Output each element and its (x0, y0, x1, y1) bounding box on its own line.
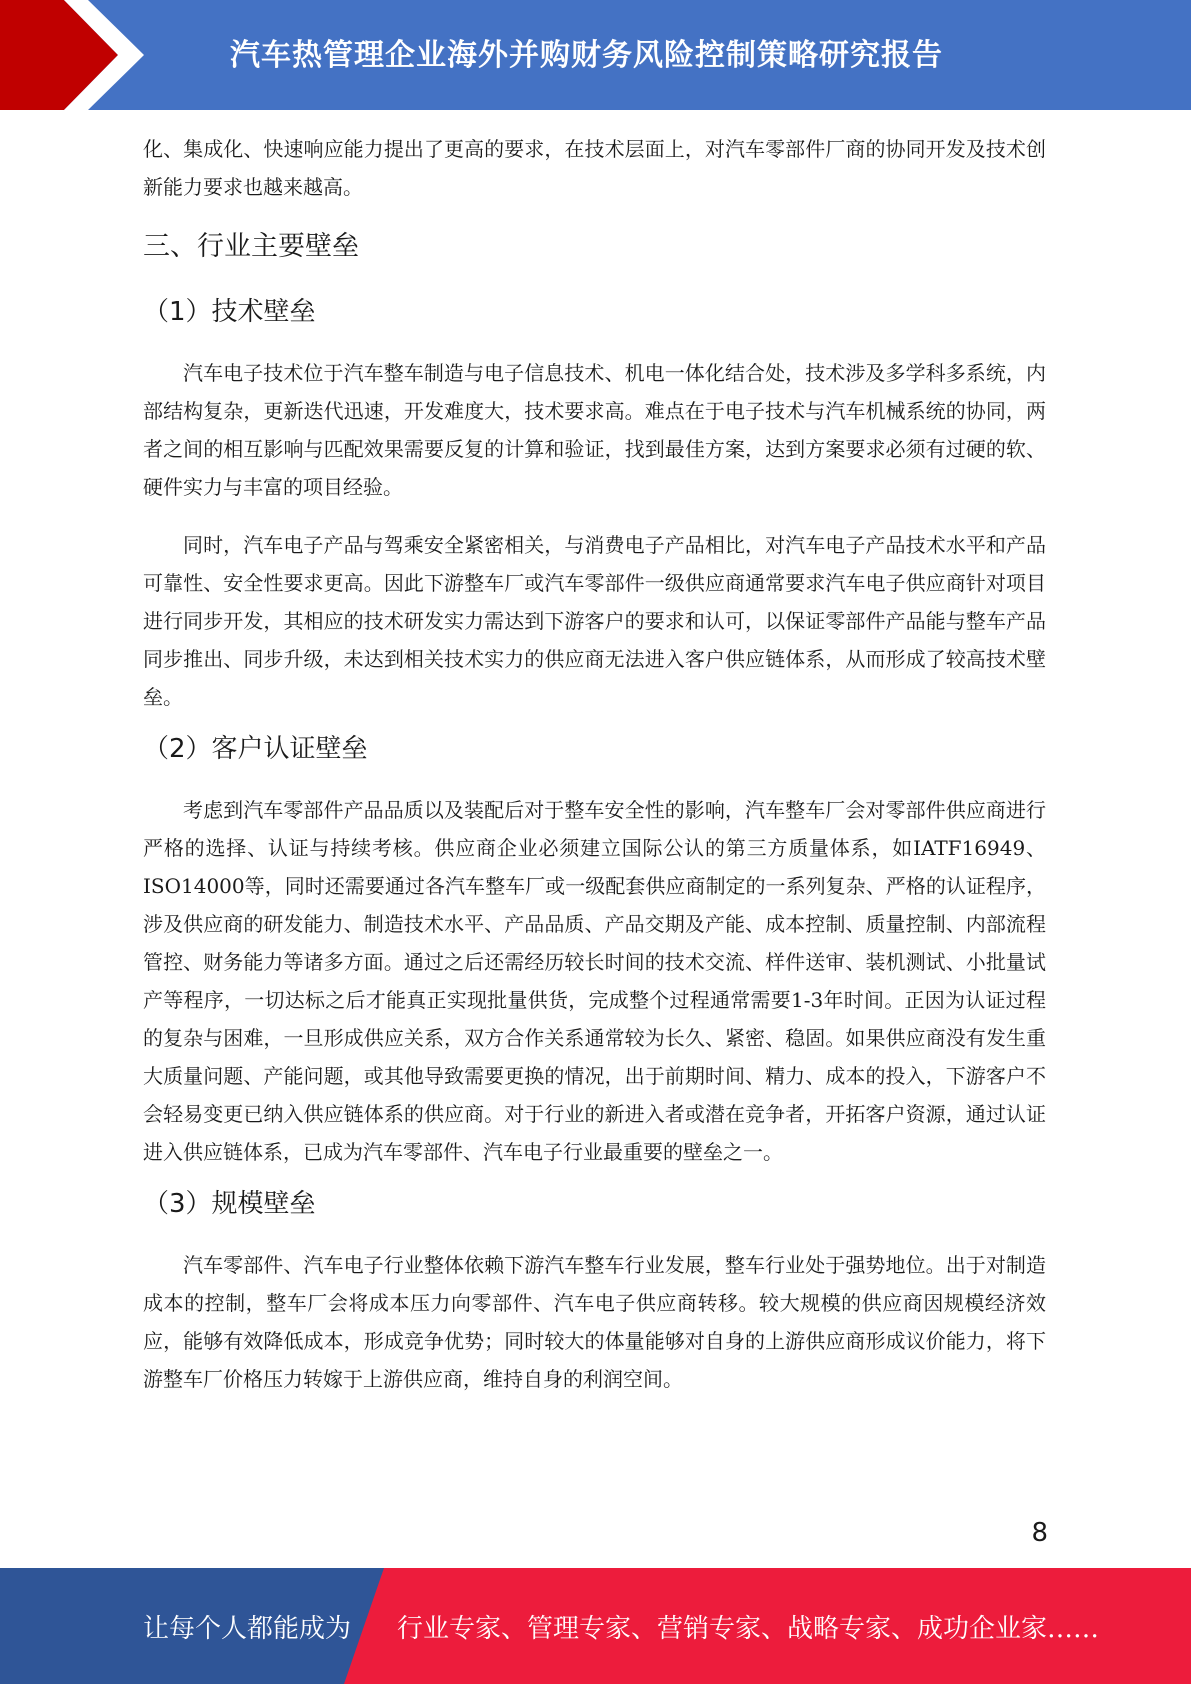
section-title: 三、行业主要壁垒 (143, 231, 359, 262)
header-band (0, 0, 1191, 110)
intro-paragraph: 化、集成化、快速响应能力提出了更高的要求，在技术层面上，对汽车零部件厂商的协同开发及技术创新能力要求也越来越高。 (143, 137, 1046, 199)
footer-slogan-left: 让每个人都能成为 (143, 1613, 352, 1644)
page-content (143, 130, 1046, 1398)
footer-slogan-right: 行业专家、管理专家、营销专家、战略专家、成功企业家…… (397, 1613, 1100, 1644)
footer-band (0, 1568, 1191, 1684)
subsection-title-customer-certification: （2）客户认证壁垒 (143, 734, 368, 764)
document-title: 汽车热管理企业海外并购财务风险控制策略研究报告 (230, 38, 943, 73)
subsection-title-technology: （1）技术壁垒 (143, 297, 316, 327)
subsection-title-scale: （3）规模壁垒 (143, 1189, 316, 1219)
page-number: 8 (1031, 1518, 1048, 1548)
paragraph-technology-2: 同时，汽车电子产品与驾乘安全紧密相关，与消费电子产品相比，对汽车电子产品技术水平和产品可靠性、安全性要求更高。因此下游整车厂或汽车零部件一级供应商通常要求汽车电子供应商针对项目进行同步开发，其相应的技术研发实力需达到下游客户的要求和认可，以保证零部件产品能与整车产品同步推出、同步升级，未达到相关技术实力的供应商无法进入客户供应链体系，从而形成了较高技术壁垒。 (143, 533, 1046, 709)
header-arrow-decoration (0, 0, 240, 110)
paragraph-customer-certification: 考虑到汽车零部件产品品质以及装配后对于整车安全性的影响，汽车整车厂会对零部件供应商进行严格的选择、认证与持续考核。供应商企业必须建立国际公认的第三方质量体系，如IATF16949、ISO14000等，同时还需要通过各汽车整车厂或一级配套供应商制定的一系列复杂、严格的认证程序，涉及供应商的研发能力、制造技术水平、产品品质、产品交期及产能、成本控制、质量控制、内部流程管控、财务能力等诸多方面。通过之后还需经历较长时间的技术交流、样件送审、装机测试、小批量试产等程序，一切达标之后才能真正实现批量供货，完成整个过程通常需要1-3年时间。正因为认证过程的复杂与困难，一旦形成供应关系，双方合作关系通常较为长久、紧密、稳固。如果供应商没有发生重大质量问题、产能问题，或其他导致需要更换的情况，出于前期时间、精力、成本的投入，下游客户不会轻易变更已纳入供应链体系的供应商。对于行业的新进入者或潜在竞争者，开拓客户资源，通过认证进入供应链体系，已成为汽车零部件、汽车电子行业最重要的壁垒之一。 (143, 798, 1046, 1164)
paragraph-scale: 汽车零部件、汽车电子行业整体依赖下游汽车整车行业发展，整车行业处于强势地位。出于对制造成本的控制，整车厂会将成本压力向零部件、汽车电子供应商转移。较大规模的供应商因规模经济效应，能够有效降低成本，形成竞争优势；同时较大的体量能够对自身的上游供应商形成议价能力，将下游整车厂价格压力转嫁于上游供应商，维持自身的利润空间。 (143, 1253, 1046, 1391)
paragraph-technology-1: 汽车电子技术位于汽车整车制造与电子信息技术、机电一体化结合处，技术涉及多学科多系统，内部结构复杂，更新迭代迅速，开发难度大，技术要求高。难点在于电子技术与汽车机械系统的协同，两者之间的相互影响与匹配效果需要反复的计算和验证，找到最佳方案，达到方案要求必须有过硬的软、硬件实力与丰富的项目经验。 (143, 361, 1046, 499)
